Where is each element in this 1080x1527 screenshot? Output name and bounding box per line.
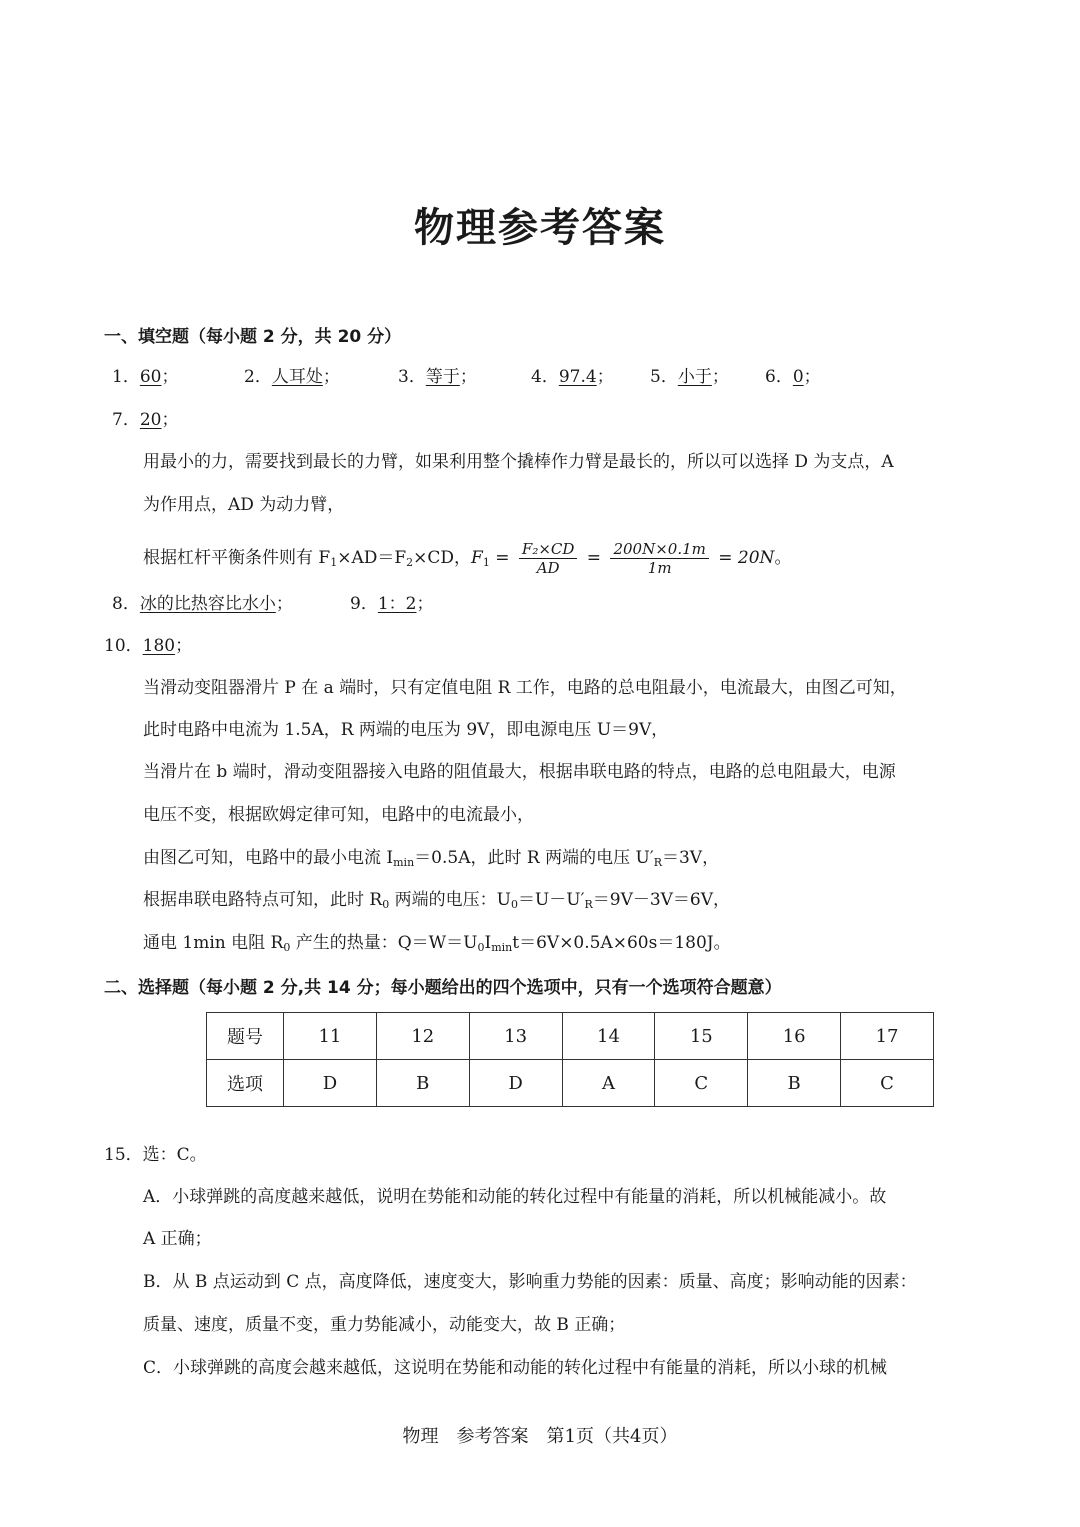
- q10-explanation-line-4: 电压不变，根据欧姆定律可知，电路中的电流最小，: [143, 805, 534, 825]
- q10-explanation-line-1: 当滑动变阻器滑片 P 在 a 端时，只有定值电阻 R 工作，电路的总电阻最小，电流最大，由图乙可知，: [143, 678, 907, 698]
- q15-option-b-line-2: 质量、速度，质量不变，重力势能减小，动能变大，故 B 正确；: [143, 1315, 626, 1335]
- answer-10: 10．180；: [104, 636, 193, 656]
- table-cell: D: [284, 1060, 377, 1107]
- page-footer: 物理 参考答案 第1页（共4页）: [402, 1426, 678, 1447]
- q15-heading: 15．选：C。: [104, 1145, 207, 1165]
- table-cell: A: [562, 1060, 655, 1107]
- q7-explanation-line-2: 为作用点，AD 为动力臂，: [143, 495, 345, 515]
- fraction-1: $\frac{\text{F₂×CD}}{AD}$: [519, 540, 578, 577]
- answer-7: 7．20；: [112, 410, 179, 430]
- q15-option-c-line-1: C．小球弹跳的高度会越来越低，这说明在势能和动能的转化过程中有能量的消耗，所以小球的机械: [143, 1358, 888, 1378]
- table-cell: 14: [562, 1013, 655, 1060]
- q15-option-b-line-1: B．从 B 点运动到 C 点，高度降低，速度变大，影响重力势能的因素：质量、高度；影响动能的因素：: [143, 1272, 917, 1292]
- q7-formula-line: 根据杠杆平衡条件则有 $F_1\times AD=F_2\times CD$，$F_1$ = $\frac{\text{F₂×CD}}{AD}$ = $\frac{200N\times 0.1m}{1m}$ = 20N。: [143, 540, 792, 577]
- fraction-2: $\frac{200N\times 0.1m}{1m}$: [610, 540, 708, 577]
- table-cell: 15: [655, 1013, 748, 1060]
- answer-1: 1．60；: [112, 367, 179, 387]
- table-cell: 12: [376, 1013, 469, 1060]
- answer-5: 5．小于；: [650, 367, 729, 387]
- answer-4: 4．97.4；: [531, 367, 614, 387]
- q15-option-a-line-1: A．小球弹跳的高度越来越低，说明在势能和动能的转化过程中有能量的消耗，所以机械能减小。故: [143, 1187, 887, 1207]
- table-header-cell: 选项: [207, 1060, 284, 1107]
- table-cell: 11: [284, 1013, 377, 1060]
- answer-table: [206, 1012, 934, 1107]
- table-row-answers: [207, 1060, 934, 1107]
- table-cell: B: [376, 1060, 469, 1107]
- table-cell: B: [748, 1060, 841, 1107]
- answer-3: 3．等于；: [398, 367, 477, 387]
- table-cell: C: [655, 1060, 748, 1107]
- answer-6: 6．0；: [765, 367, 821, 387]
- q10-explanation-line-5: 由图乙可知，电路中的最小电流 $I_{min}=0.5A$，此时 R 两端的电压 $U'_R=3V$，: [143, 848, 720, 869]
- table-row-question-numbers: [207, 1013, 934, 1060]
- table-cell: D: [469, 1060, 562, 1107]
- q10-explanation-line-2: 此时电路中电流为 1.5A，R 两端的电压为 9V，即电源电压 U＝9V，: [143, 720, 669, 740]
- answer-2: 2．人耳处；: [244, 367, 340, 387]
- section-multiple-choice-heading: 二、选择题（每小题 2 分,共 14 分；每小题给出的四个选项中，只有一个选项符合题意）: [104, 978, 782, 998]
- table-cell: C: [841, 1060, 934, 1107]
- table-cell: 16: [748, 1013, 841, 1060]
- q15-option-a-line-2: A 正确；: [143, 1229, 212, 1249]
- answer-8: 8．冰的比热容比水小；: [112, 594, 293, 614]
- section-fill-blank-heading: 一、填空题（每小题 2 分，共 20 分）: [104, 327, 402, 347]
- table-header-cell: 题号: [207, 1013, 284, 1060]
- table-cell: 17: [841, 1013, 934, 1060]
- answer-9: 9．1：2；: [350, 594, 434, 614]
- q10-explanation-line-3: 当滑片在 b 端时，滑动变阻器接入电路的阻值最大，根据串联电路的特点，电路的总电阻最大，电源: [143, 762, 896, 782]
- q7-explanation-line-1: 用最小的力，需要找到最长的力臂，如果利用整个撬棒作力臂是最长的，所以可以选择 D 为支点，A: [143, 452, 894, 472]
- table-cell: 13: [469, 1013, 562, 1060]
- q10-explanation-line-6: 根据串联电路特点可知，此时 $R_0$ 两端的电压：$U_0=U-U'_R=9V-3V=6V$，: [143, 890, 731, 911]
- page-title: 物理参考答案: [414, 205, 666, 251]
- q10-explanation-line-7: 通电 1min 电阻 $R_0$ 产生的热量：$Q=W=U_0I_{min}t=6V\times 0.5A\times 60s=180J$。: [143, 933, 731, 954]
